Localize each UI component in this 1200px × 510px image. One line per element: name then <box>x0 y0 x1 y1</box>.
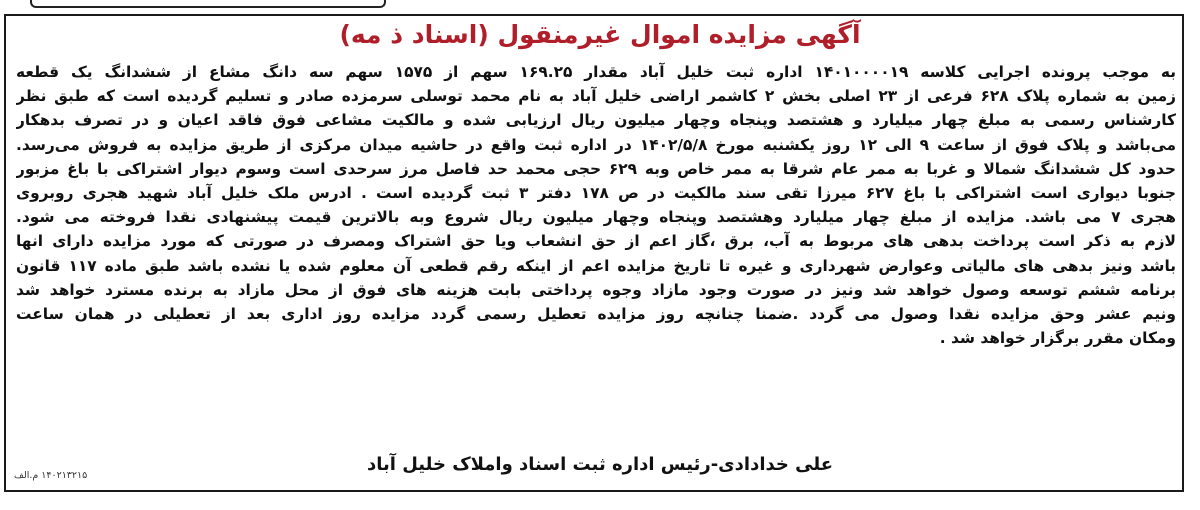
notice-code: ۱۴۰۲۱۳۲۱۵ م.الف <box>14 470 88 481</box>
body-line-4: می‌باشد و پلاک فوق از ساعت ۹ الی ۱۲ روز یکشنبه مورخ ۱۴۰۲/۵/۸ در اداره ثبت واقع در حاشیه میدان مرکزی از طریق مزایده به فروش می‌رسد. <box>16 135 1176 154</box>
body-line-10: برنامه ششم توسعه وصول خواهد شد ونیز در صورت وجود مازاد وجوه پرداختی بابت هزینه های فوق از محل مازاد به برنده مسترد خواهد شد <box>16 280 1176 299</box>
body-line-1: به موجب پرونده اجرایی کلاسه ۱۴۰۱۰۰۰۰۱۹ اداره ثبت خلیل آباد مقدار ۱۶۹.۲۵ سهم از ۱۵۷۵ سهم سه دانگ مشاع از ششدانگ یک قطعه <box>16 63 1176 81</box>
body-line-9: باشد ونیز بدهی های مالیاتی وعوارض شهرداری و غیره تا تاریخ مزایده اعم از اینکه رقم قطعی آن معلوم شده یا نشده باشد طبق ماده ۱۱۷ قانون <box>16 256 1176 275</box>
body-line-8: لازم به ذکر است پرداخت بدهی های مربوط به آب، برق ،گاز اعم از حق انشعاب ویا حق اشتراک ومصرف در صورتی که مورد مزایده دارای انها <box>16 232 1176 251</box>
notice-body <box>16 60 1176 350</box>
body-line-12: ومکان مقرر برگزار خواهد شد . <box>939 329 1176 348</box>
notice-title: آگهی مزایده اموال غیرمنقول (اسناد ذ مه) <box>339 20 861 49</box>
body-line-11: ونیم عشر وحق مزایده نقدا وصول می گردد .ضمنا چنانچه روز مزایده تعطیل رسمی گردد مزایده روز اداری بعد از تعطیلی در همان ساعت <box>16 304 1176 323</box>
body-line-3: کارشناس رسمی به مبلغ چهار میلیارد و هشتصد وپنجاه وچهار میلیون ریال ارزیابی شده و مالکیت مشاعی فوق فاقد اعیان و در تصرف بدهکار <box>16 111 1176 130</box>
top-border-strip <box>30 0 386 8</box>
body-line-2: زمین به شماره پلاک ۶۲۸ فرعی از ۲۳ اصلی بخش ۲ کاشمر اراضی خلیل آباد به نام محمد توسلی سرمزده صادر و تسلیم گردیده است که طبق نظر <box>16 87 1176 106</box>
body-line-6: جنوبا دیواری است اشتراکی با باغ ۶۲۷ میرزا تقی سند مالکیت در ص ۱۷۸ دفتر ۳ ثبت گردیده است . ادرس ملک خلیل آباد شهید هجری روبروی <box>16 183 1176 202</box>
body-line-7: هجری ۷ می باشد. مزایده از مبلغ چهار میلیارد وهشتصد وپنجاه وچهار میلیون ریال شروع وبه بالاترین قیمت پیشنهادی نقدا فروخته می شود. <box>16 208 1176 227</box>
signature-line: علی خدادادی-رئیس اداره ثبت اسناد واملاک خلیل آباد <box>367 454 833 475</box>
body-line-5: حدود کل ششدانگ شمالا و غربا به ممر عام شرقا به ممر خاص وبه ۶۲۹ حجی محمد حد فاصل مرز سرحدی است وسوم دیوار اشتراکی با باغ مزبور <box>16 159 1176 178</box>
